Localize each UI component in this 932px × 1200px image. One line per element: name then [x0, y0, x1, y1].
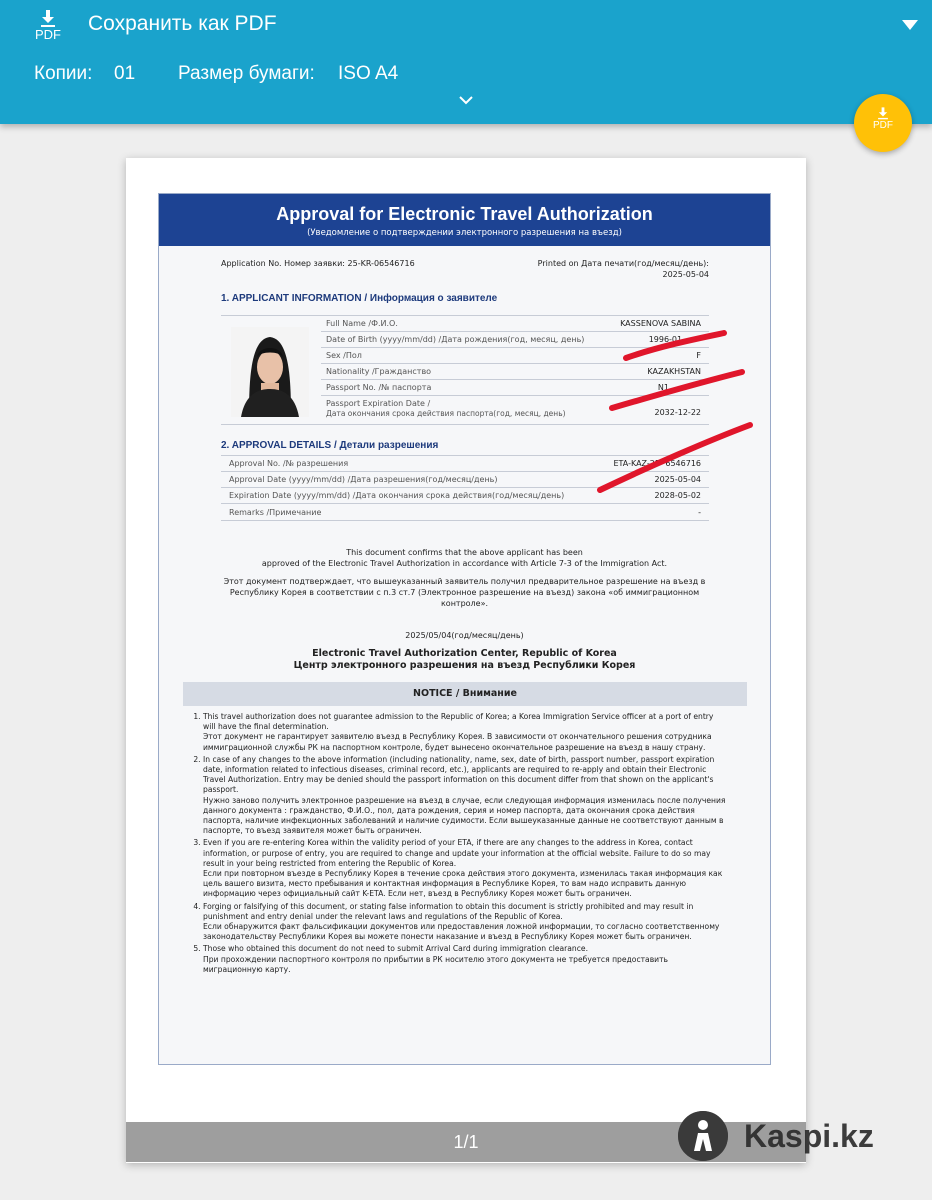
- paper-size-value[interactable]: ISO A4: [338, 63, 399, 84]
- expiration-date-label-en: Expiration Date (yyyy/mm/dd): [229, 491, 351, 500]
- sex-label-en: Sex: [326, 351, 341, 360]
- notice-en: 3. Even if you are re-entering Korea within the validity period of your ETA, if there are any changes to the address in Korea, contact information, or purpose of entry, you are required to change and update your information at the official website. Failure to do so may result in your being restricted from entering the Republic of Korea.: [203, 838, 711, 868]
- approval-date-label-ru: /Дата разрешения(год/месяц/день): [347, 475, 498, 484]
- dob-value: 1996-01-: [648, 335, 685, 344]
- printed-date: 2025-05-04: [662, 270, 709, 279]
- issue-date: 2025/05/04(год/месяц/день): [405, 631, 524, 640]
- kaspi-watermark: [678, 1110, 874, 1162]
- pdf-icon-label: PDF: [35, 27, 61, 42]
- notice-ru: Нужно заново получить электронное разрешение на въезд в случае, если следующая информация изменилась после получения данного документа : гражданство, Ф.И.О., пол, дата рождения, серия и номер паспорта, дата окончания срока действия паспорта, наличие инфекционных заболеваний и наличие судимости. Если вышеуказанные данные не соответствуют данным в паспорте, то въезд заявителя может быть ограничен.: [203, 795, 726, 836]
- nationality-label-ru: /Гражданство: [371, 367, 432, 376]
- paper-size-label: Размер бумаги:: [178, 63, 315, 84]
- sex-value: F: [696, 351, 701, 360]
- copies-value[interactable]: 01: [114, 63, 136, 84]
- redaction-stroke-dob: [626, 333, 724, 358]
- passport-no-label-ru: /№ паспорта: [378, 383, 432, 392]
- full-name-label-ru: /Ф.И.О.: [368, 319, 398, 328]
- notice-title: NOTICE / Внимание: [183, 682, 747, 706]
- passport-no-label-en: Passport No.: [326, 383, 376, 392]
- section-applicant-title: 1. APPLICANT INFORMATION / Информация о заявителе: [221, 293, 498, 304]
- page-indicator: 1/1: [126, 1122, 806, 1162]
- remarks-label-ru: /Примечание: [266, 508, 322, 517]
- application-number: Application No. Номер заявки: 25-KR-06546716: [221, 259, 415, 268]
- notice-ru: Этот документ не гарантирует заявителю въезд в Республику Корея. В зависимости от окончательного решения сотрудника иммиграционной службы РК на паспортном контроле, будет вынесено окончательное разрешение на въезд в нашу страну.: [203, 732, 712, 752]
- notice-ru: При прохождении паспортного контроля по прибытии в РК носителю этого документа не требуется предоставить миграционную карту.: [203, 954, 669, 974]
- fab-label: PDF: [873, 120, 893, 131]
- full-name-value: KASSENOVA SABINA: [620, 319, 701, 328]
- notice-ru: Если обнаружится факт фальсификации документов или предоставления ложной информации, то согласно соответственному законодательству Республики Корея вы можете понести наказание и въезд в Республику Корея может быть ограничен.: [203, 922, 720, 942]
- notice-ru: Если при повторном въезде в Республику Корея в течение срока действия этого документа, изменилась такая информация как цель вашего визита, место пребывания и контактная информация в Республике Корея, то вам надо исправить данную информацию через официальный сайт K-ETA. Если нет, въезд в Республику Корея может быть ограничен.: [203, 869, 723, 899]
- issuing-center-en: Electronic Travel Authorization Center, Republic of Korea: [312, 648, 617, 659]
- confirmation-ru-line3: контроле».: [440, 599, 489, 608]
- approval-date-value: 2025-05-04: [654, 475, 701, 484]
- copies-label: Копии:: [34, 63, 93, 84]
- document-subtitle: (Уведомление о подтверждении электронного разрешения на въезд): [307, 228, 622, 238]
- section-approval-title: 2. APPROVAL DETAILS / Детали разрешения: [221, 440, 439, 451]
- approval-no-label-ru: /№ разрешения: [282, 459, 349, 468]
- issuing-center-ru: Центр электронного разрешения на въезд Республики Корея: [293, 660, 636, 671]
- notice-en: 2. In case of any changes to the above information (including nationality, name, sex, date of birth, passport number, passport expiration date, information related to infectious diseases, criminal record, etc.), applicants are required to re-apply and obtain their Electronic Travel Authorization. Entry may be denied should the passport information on this document differ from that shown on the applicant's passport.: [203, 754, 715, 795]
- dob-label-ru: /Дата рождения(год, месяц, день): [438, 335, 585, 344]
- confirmation-en-line1: This document confirms that the above applicant has been: [346, 548, 583, 557]
- approval-date-label-en: Approval Date (yyyy/mm/dd): [229, 475, 346, 484]
- confirmation-en-line2: approved of the Electronic Travel Authorization in accordance with Article 7-3 of the Immigration Act.: [261, 559, 668, 568]
- passport-exp-label-ru: Дата окончания срока действия паспорта(год, месяц, день): [326, 409, 566, 418]
- approval-no-label-en: Approval No.: [229, 459, 281, 468]
- sex-label-ru: /Пол: [343, 351, 362, 360]
- dob-label-en: Date of Birth (yyyy/mm/dd): [326, 335, 436, 344]
- notice-en: 4. Forging or falsifying of this document, or stating false information to obtain this document is strictly prohibited and may result in punishment and entry denial under the relevant laws and regulations of the Republic of Korea.: [203, 901, 694, 921]
- notice-en: 5. Those who obtained this document do not need to submit Arrival Card during immigration clearance.: [203, 944, 588, 954]
- passport-no-value: N1: [657, 383, 669, 392]
- redaction-stroke-approval: [600, 425, 750, 490]
- passport-exp-label-en: Passport Expiration Date /: [326, 399, 431, 408]
- document-title: Approval for Electronic Travel Authorization: [276, 204, 653, 224]
- dialog-title: Сохранить как PDF: [88, 12, 277, 35]
- passport-exp-value: 2032-12-22: [654, 408, 701, 417]
- remarks-label-en: Remarks: [229, 508, 264, 517]
- full-name-label-en: Full Name: [326, 319, 366, 328]
- kaspi-logo-icon: [678, 1111, 728, 1161]
- printed-on-label: Printed on Дата печати(год/месяц/день):: [537, 259, 709, 268]
- redaction-stroke-passport: [612, 372, 742, 408]
- nationality-value: KAZAKHSTAN: [647, 367, 701, 376]
- confirmation-ru-line2: Республику Корея в соответствии с п.3 ст.7 (Электронное разрешение на въезд) закона «об иммиграционном: [229, 588, 700, 597]
- remarks-value: -: [698, 508, 701, 517]
- kaspi-watermark-text: Kaspi.kz: [744, 1117, 874, 1154]
- approval-no-value: ETA-KAZ-25- 6546716: [613, 459, 701, 468]
- confirmation-ru-line1: Этот документ подтверждает, что вышеуказанный заявитель получил предварительное разрешение на въезд в: [223, 577, 706, 586]
- expiration-date-label-ru: /Дата окончания срока действия(год/месяц/день): [352, 491, 565, 500]
- nationality-label-en: Nationality: [326, 367, 370, 376]
- notice-en: 1. This travel authorization does not guarantee admission to the Republic of Korea; a Korea Immigration Service officer at a port of entry will have the final determination.: [203, 712, 714, 732]
- expiration-date-value: 2028-05-02: [654, 491, 701, 500]
